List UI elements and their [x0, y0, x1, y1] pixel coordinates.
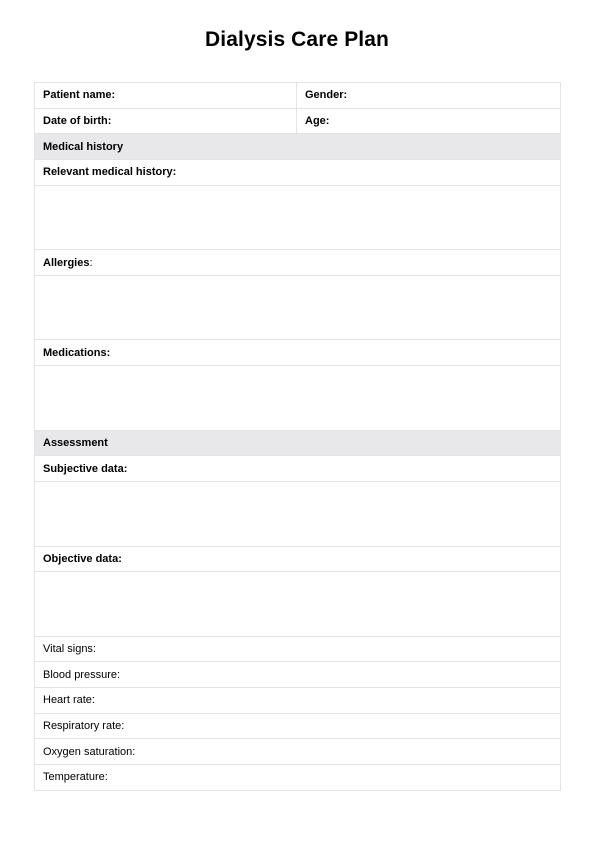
relevant-medical-history-input[interactable] — [35, 186, 560, 251]
heart-rate-row — [35, 688, 560, 714]
temperature-row — [35, 765, 560, 791]
oxygen-saturation-field[interactable]: Oxygen saturation: — [43, 745, 136, 758]
allergies-label-colon: : — [89, 256, 93, 269]
respiratory-rate-field[interactable]: Respiratory rate: — [43, 720, 125, 733]
allergies-label-row — [35, 250, 560, 276]
subjective-data-label-row — [35, 456, 560, 482]
allergies-label-text: Allergies — [43, 256, 90, 269]
vital-signs-field[interactable]: Vital signs: — [43, 643, 96, 656]
oxygen-saturation-row — [35, 739, 560, 765]
gender-field[interactable]: Gender: — [305, 89, 348, 102]
allergies-label — [35, 250, 560, 275]
objective-data-input[interactable] — [35, 572, 560, 637]
allergies-input[interactable] — [35, 276, 560, 341]
subjective-data-input[interactable] — [35, 482, 560, 547]
respiratory-rate-row — [35, 714, 560, 740]
subjective-data-label: Subjective data: — [43, 462, 128, 475]
assessment-section-header — [35, 431, 560, 457]
objective-data-label: Objective data: — [43, 552, 122, 565]
patient-name-field[interactable]: Patient name: — [35, 83, 297, 108]
medical-history-heading: Medical history — [43, 140, 124, 153]
patient-row-1 — [35, 83, 560, 109]
blood-pressure-row — [35, 662, 560, 688]
medications-input[interactable] — [35, 366, 560, 431]
relevant-medical-history-label-row — [35, 160, 560, 186]
age-field[interactable]: Age: — [305, 115, 330, 128]
document-title: Dialysis Care Plan — [205, 28, 389, 51]
medical-history-section-header — [35, 134, 560, 160]
date-of-birth-field[interactable]: Date of birth: — [35, 109, 297, 134]
blood-pressure-field[interactable]: Blood pressure: — [43, 668, 121, 681]
objective-data-label-row — [35, 547, 560, 573]
temperature-field[interactable]: Temperature: — [43, 771, 108, 784]
assessment-heading: Assessment — [43, 436, 108, 449]
medications-label-row — [35, 340, 560, 366]
heart-rate-field[interactable]: Heart rate: — [43, 694, 95, 707]
care-plan-form — [34, 82, 561, 791]
medications-label: Medications: — [43, 346, 111, 359]
patient-row-2 — [35, 109, 560, 135]
vital-signs-row — [35, 637, 560, 663]
relevant-medical-history-label: Relevant medical history: — [43, 166, 177, 179]
